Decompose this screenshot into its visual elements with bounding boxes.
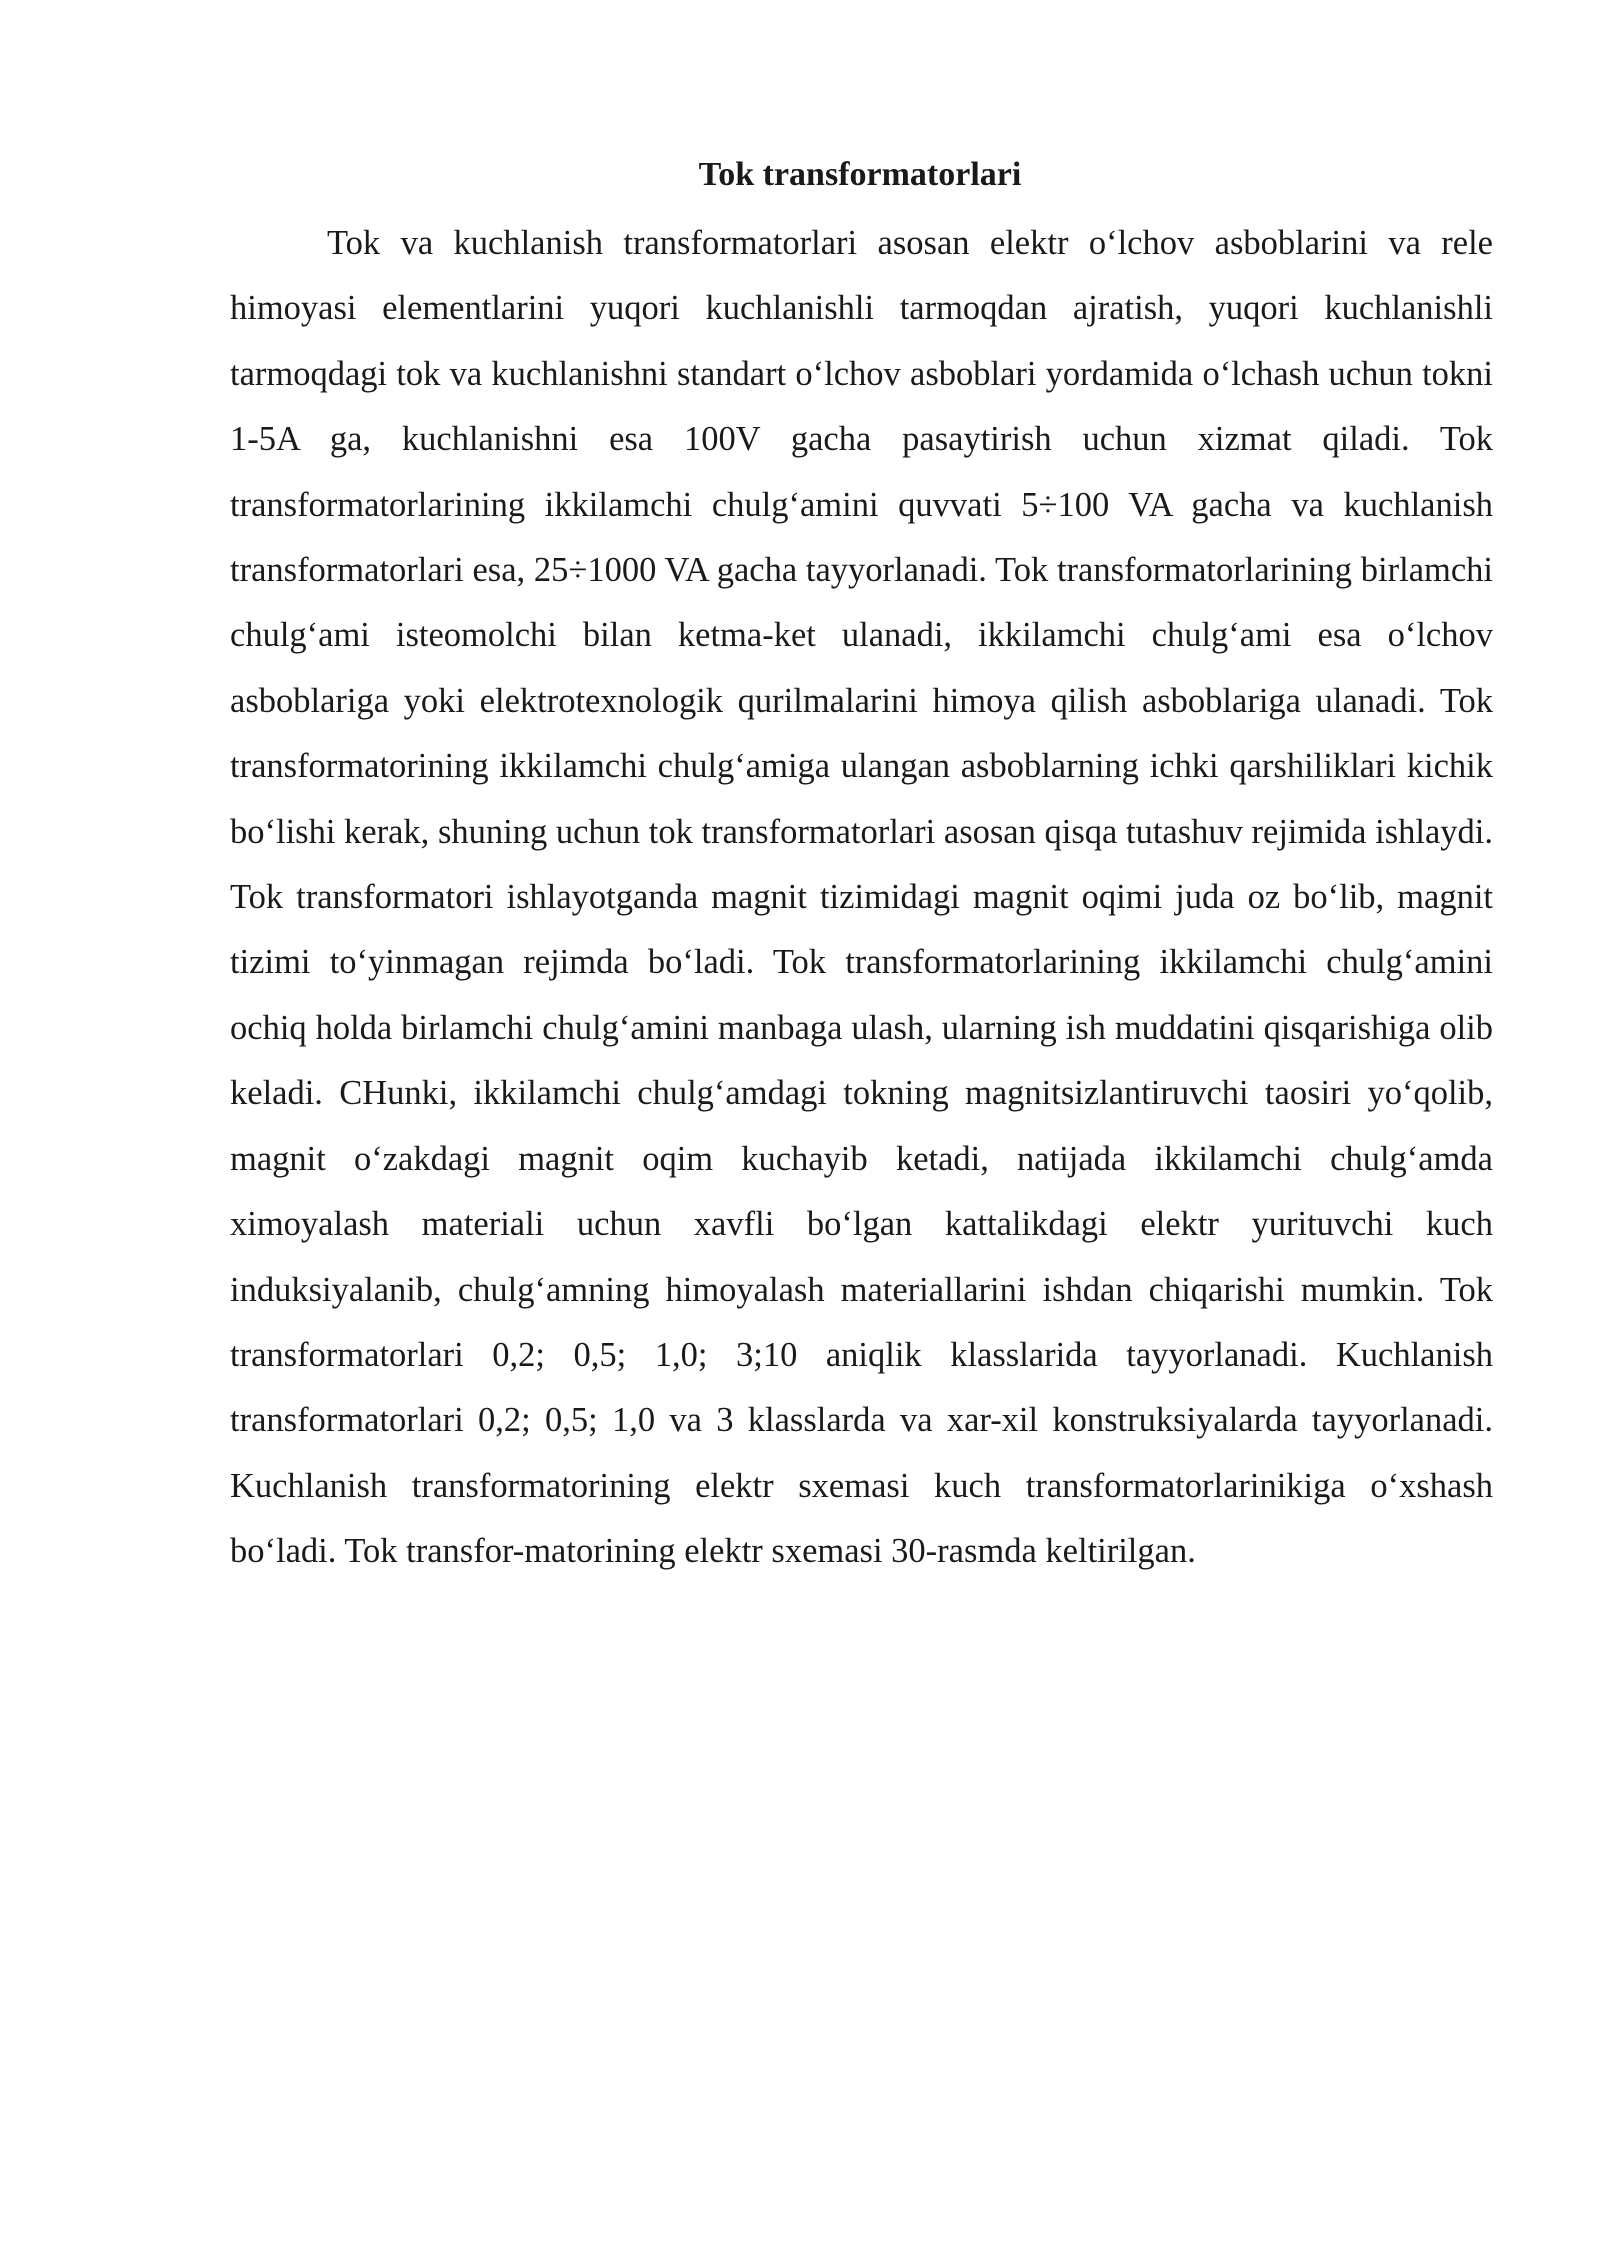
document-title: Tok transformatorlari: [698, 156, 1022, 193]
body-paragraph: Tok va kuchlanish transformatorlari asosan elektr o‘lchov asboblarini va rele himoyasi elementlarini yuqori kuchlanishli tarmoqdan ajratish, yuqori kuchlanishli tarmoqdagi tok va kuchlanishni standart o‘lchov asboblari yordamida o‘lchash uchun tokni 1-5A ga, kuchlanishni esa 100V gacha pasaytirish uchun xizmat qiladi. Tok transformatorlarining ikkilamchi chulg‘amini quvvati 5÷100 VA gacha va kuchlanish transformatorlari esa, 25÷1000 VA gacha tayyorlanadi. Tok transformatorlarining birlamchi chulg‘ami isteomolchi bilan ketma-ket ulanadi, ikkilamchi chulg‘ami esa o‘lchov asboblariga yoki elektrotexnologik qurilmalarini himoya qilish asboblariga ulanadi. Tok transformatorining ikkilamchi chulg‘amiga ulangan asboblarning ichki qarshiliklari kichik bo‘lishi kerak, shuning uchun tok transformatorlari asosan qisqa tutashuv rejimida ishlaydi. Tok transformatori ishlayotganda magnit tizimidagi magnit oqimi juda oz bo‘lib, magnit tizimi to‘yinmagan rejimda bo‘ladi. Tok transformatorlarining ikkilamchi chulg‘amini ochiq holda birlamchi chulg‘amini manbaga ulash, ularning ish muddatini qisqarishiga olib keladi. CHunki, ikkilamchi chulg‘amdagi tokning magnitsizlantiruvchi taosiri yo‘qolib, magnit o‘zakdagi magnit oqim kuchayib ketadi, natijada ikkilamchi chulg‘amda ximoyalash materiali uchun xavfli bo‘lgan kattalikdagi elektr yurituvchi kuch induksiyalanib, chulg‘amning himoyalash materiallarini ishdan chiqarishi mumkin. Tok transformatorlari 0,2; 0,5; 1,0; 3;10 aniqlik klasslarida tayyorlanadi. Kuchlanish transformatorlari 0,2; 0,5; 1,0 va 3 klasslarda va xar-xil konstruksiyalarda tayyorlanadi. Kuchlanish transformatorining elektr sxemasi kuch transformatorlarinikiga o‘xshash bo‘ladi. Tok transfor-matorining elektr sxemasi 30-rasmda keltirilgan.: [230, 224, 1493, 1571]
